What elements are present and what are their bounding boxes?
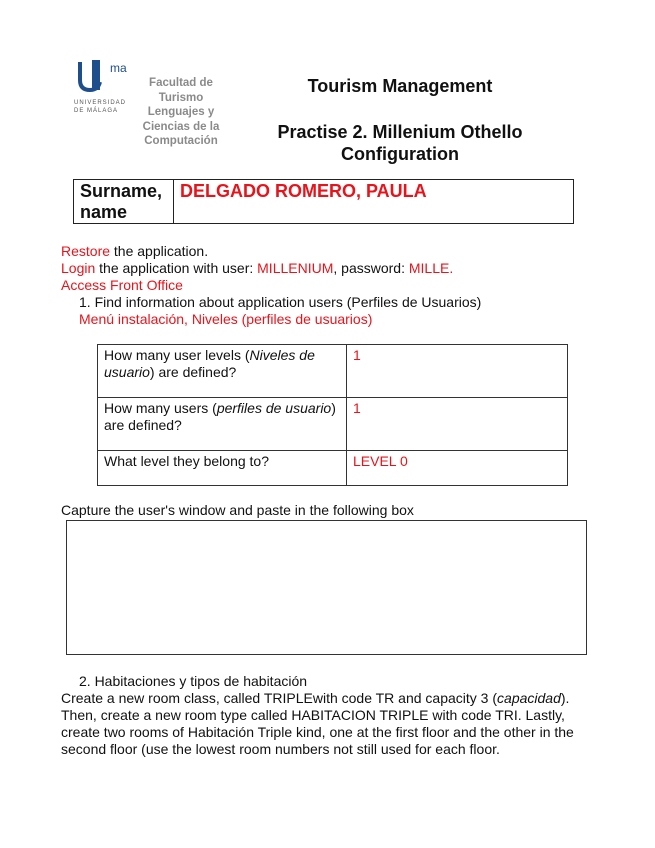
section-2 (61, 673, 601, 758)
practise-title (240, 121, 560, 165)
question-cell (98, 345, 347, 398)
question-cell (98, 398, 347, 451)
capture-paste-box[interactable] (66, 520, 587, 655)
answer-cell: LEVEL 0 (347, 451, 568, 486)
faculty-line: Lenguajes y (147, 106, 215, 118)
paragraph-emphasis: capacidad (497, 690, 561, 706)
question-text: How many users ( (104, 400, 217, 416)
access-line: Access Front Office (61, 277, 183, 293)
restore-word: Restore (61, 243, 111, 259)
table-row (98, 345, 568, 398)
university-logo (72, 58, 136, 118)
practise-title-line1: Practise 2. Millenium Othello (277, 122, 523, 142)
answer-cell: 1 (347, 398, 568, 451)
item-1: 1. Find information about application users (Perfiles de Usuarios) (79, 294, 482, 310)
student-name-value: DELGADO ROMERO, PAULA (180, 181, 427, 201)
question-text-end: ) are defined? (149, 364, 237, 380)
logo-caption-1: UNIVERSIDAD (74, 100, 127, 106)
login-line (61, 260, 481, 277)
login-word: Login (61, 260, 96, 276)
section-2-paragraph (61, 690, 601, 758)
faculty-line: Facultad de (149, 77, 213, 89)
student-name-table (73, 179, 574, 224)
name-label-line1: Surname, (80, 181, 163, 201)
paragraph-text-end: ). Then, create a new room type called HABITACION TRIPLE with code TRI. Lastly, create two rooms of Habitación Triple kind, one at the first floor and the other in the second floor (use the lowest room numbers not still used for each floor. (61, 690, 574, 757)
faculty-name (135, 76, 227, 149)
capture-label: Capture the user's window and paste in the following box (61, 502, 414, 518)
question-text-end: ) are defined? (104, 400, 336, 433)
paragraph-text: Create a new room class, called TRIPLEwith code TR and capacity 3 ( (61, 690, 498, 706)
login-text-2: , password: (333, 260, 409, 276)
practise-title-line2: Configuration (341, 144, 459, 164)
question-text: How many user levels ( (104, 347, 250, 363)
course-title: Tourism Management (307, 76, 493, 96)
menu-path: Menú instalación, Niveles (perfiles de usuarios) (79, 311, 373, 327)
faculty-line: Computación (144, 135, 218, 147)
name-label-line2: name (80, 202, 128, 222)
question-emphasis: perfiles de usuario (216, 400, 332, 416)
login-password: MILLE. (408, 260, 454, 276)
instructions (61, 243, 481, 328)
question-emphasis: Niveles de usuario (104, 347, 315, 380)
name-label (74, 180, 174, 223)
answer-cell: 1 (347, 345, 568, 398)
logo-caption-2: DE MÁLAGA (74, 108, 119, 114)
faculty-line: Ciencias de la (142, 120, 220, 133)
logo-mark: ma (110, 61, 127, 75)
login-text: the application with user: (95, 260, 258, 276)
login-user: MILLENIUM (257, 260, 334, 276)
restore-rest: the application. (110, 243, 209, 259)
restore-line (61, 243, 481, 260)
question-text: What level they belong to? (104, 453, 269, 469)
table-row (98, 398, 568, 451)
table-row (98, 451, 568, 486)
faculty-line: Turismo (158, 91, 204, 104)
question-cell (98, 451, 347, 486)
section-2-heading: 2. Habitaciones y tipos de habitación (79, 673, 308, 689)
questions-table (97, 344, 568, 486)
